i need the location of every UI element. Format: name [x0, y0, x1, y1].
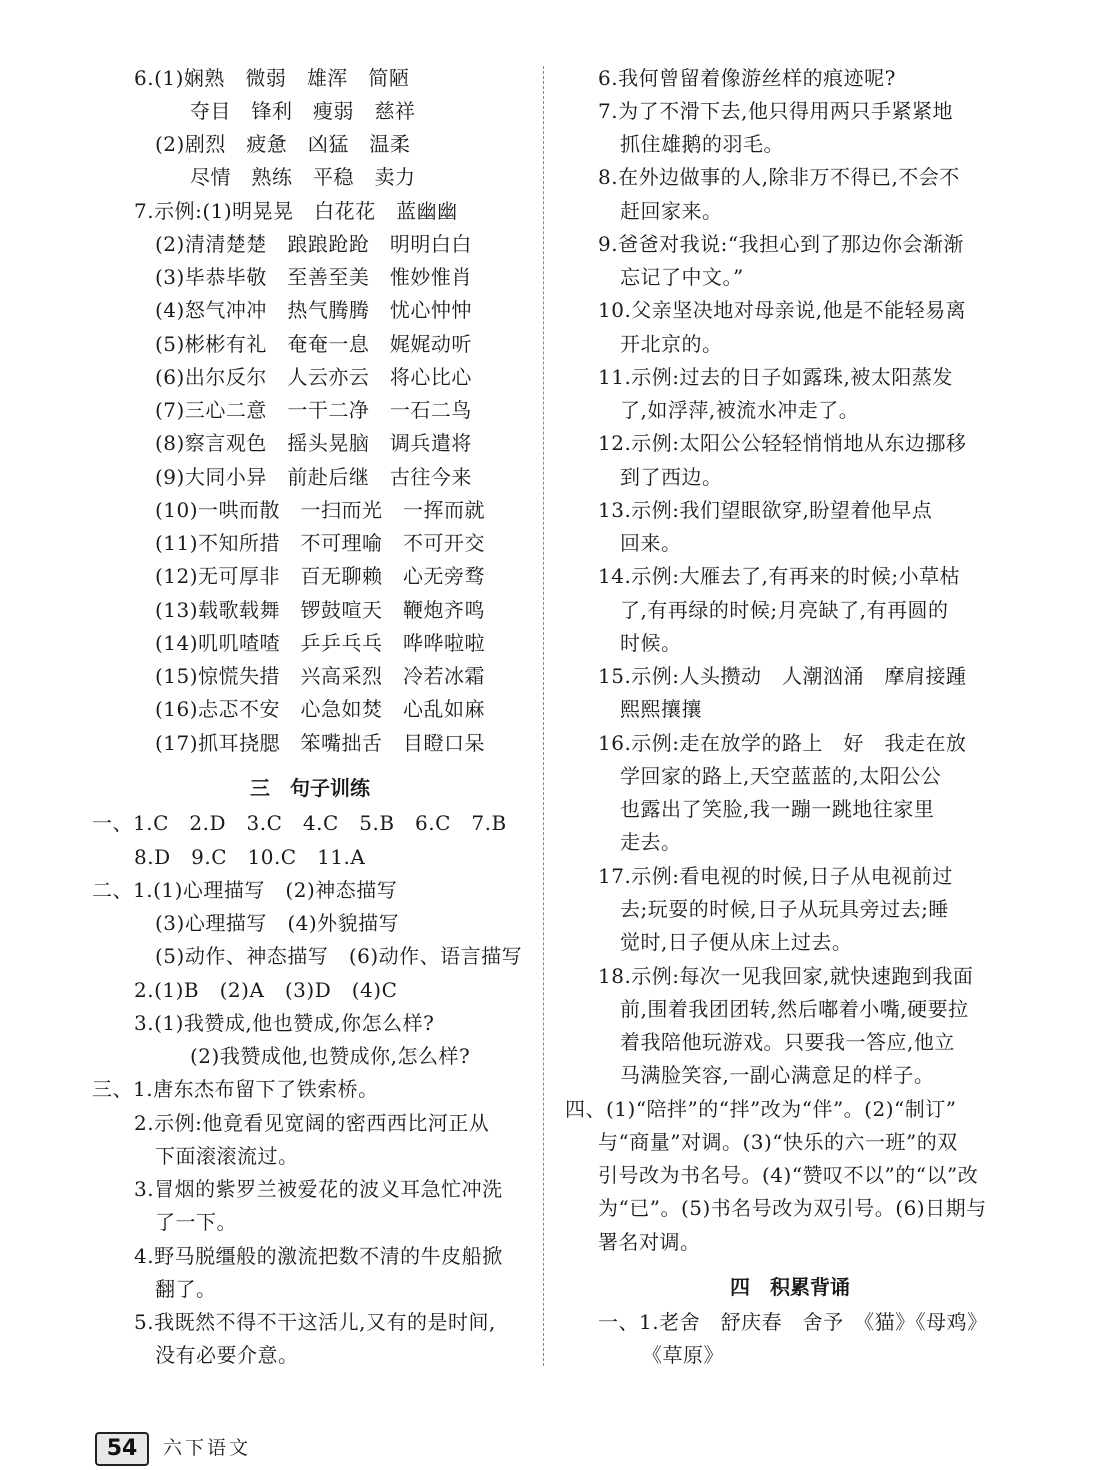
text-line: 3.冒烟的紫罗兰被爱花的波义耳急忙冲洗 — [134, 1177, 503, 1201]
text-line: 17.示例:看电视的时候,日子从电视前过 — [598, 864, 953, 888]
text-line: 一、1.C 2.D 3.C 4.C 5.B 6.C 7.B — [92, 811, 507, 835]
text-line: 了一下。 — [155, 1210, 237, 1234]
text-line: 为“已”。(5)书名号改为双引号。(6)日期与 — [598, 1196, 987, 1220]
text-line: 8.D 9.C 10.C 11.A — [134, 845, 366, 869]
section-heading: 三 句子训练 — [250, 776, 370, 800]
text-line: (2)剧烈 疲惫 凶猛 温柔 — [155, 132, 411, 156]
text-line: (6)出尔反尔 人云亦云 将心比心 — [155, 365, 472, 389]
column-divider — [543, 66, 544, 1366]
text-line: 3.(1)我赞成,他也赞成,你怎么样? — [134, 1011, 435, 1035]
text-line: 夺目 锋利 瘦弱 慈祥 — [190, 99, 416, 123]
text-line: (5)动作、神态描写 (6)动作、语言描写 — [155, 944, 523, 968]
text-line: (8)察言观色 摇头晃脑 调兵遣将 — [155, 431, 472, 455]
text-line: 回来。 — [620, 531, 682, 555]
text-line: 到了西边。 — [620, 465, 723, 489]
text-line: (5)彬彬有礼 奄奄一息 娓娓动听 — [155, 332, 472, 356]
text-line: 忘记了中文。” — [620, 265, 744, 289]
text-line: 了,有再绿的时候;月亮缺了,有再圆的 — [620, 598, 949, 622]
text-line: 马满脸笑容,一副心满意足的样子。 — [620, 1063, 935, 1087]
text-line: 14.示例:大雁去了,有再来的时候;小草枯 — [598, 564, 961, 588]
text-line: 一、1.老舍 舒庆春 舍予 《猫》《母鸡》 — [598, 1310, 988, 1334]
text-line: (4)怒气冲冲 热气腾腾 忧心忡忡 — [155, 298, 472, 322]
text-line: 四、(1)“陪拌”的“拌”改为“伴”。(2)“制订” — [565, 1097, 957, 1121]
text-line: (10)一哄而散 一扫而光 一挥而就 — [155, 498, 486, 522]
section-heading: 四 积累背诵 — [730, 1275, 850, 1299]
text-line: 16.示例:走在放学的路上 好 我走在放 — [598, 731, 967, 755]
text-line: 11.示例:过去的日子如露珠,被太阳蒸发 — [598, 365, 953, 389]
text-line: (15)惊慌失措 兴高采烈 冷若冰霜 — [155, 664, 486, 688]
text-line: (2)我赞成他,也赞成你,怎么样? — [190, 1044, 471, 1068]
text-line: (16)忐忑不安 心急如焚 心乱如麻 — [155, 697, 486, 721]
text-line: (3)心理描写 (4)外貌描写 — [155, 911, 400, 935]
text-line: (9)大同小异 前赴后继 古往今来 — [155, 465, 472, 489]
text-line: (12)无可厚非 百无聊赖 心无旁骛 — [155, 564, 486, 588]
text-line: 尽情 熟练 平稳 卖力 — [190, 165, 416, 189]
text-line: 引号改为书名号。(4)“赞叹不以”的“以”改 — [598, 1163, 979, 1187]
text-line: 二、1.(1)心理描写 (2)神态描写 — [92, 878, 398, 902]
text-line: (7)三心二意 一干二净 一石二鸟 — [155, 398, 472, 422]
text-line: 5.我既然不得不干这活儿,又有的是时间, — [134, 1310, 496, 1334]
text-line: (17)抓耳挠腮 笨嘴拙舌 目瞪口呆 — [155, 731, 486, 755]
text-line: 15.示例:人头攒动 人潮汹涌 摩肩接踵 — [598, 664, 967, 688]
text-line: 时候。 — [620, 631, 682, 655]
text-line: 《草原》 — [642, 1343, 724, 1367]
text-line: 三、1.唐东杰布留下了铁索桥。 — [92, 1077, 379, 1101]
text-line: 走去。 — [620, 830, 682, 854]
page-number-badge: 54 — [95, 1432, 149, 1466]
text-line: 了,如浮萍,被流水冲走了。 — [620, 398, 860, 422]
text-line: 学回家的路上,天空蓝蓝的,太阳公公 — [620, 764, 942, 788]
text-line: (11)不知所措 不可理喻 不可开交 — [155, 531, 486, 555]
text-line: 赶回家来。 — [620, 199, 723, 223]
text-line: 10.父亲坚决地对母亲说,他是不能轻易离 — [598, 298, 967, 322]
text-line: 6.我何曾留着像游丝样的痕迹呢? — [598, 66, 896, 90]
text-line: (2)清清楚楚 踉踉跄跄 明明白白 — [155, 232, 472, 256]
text-line: (3)毕恭毕敬 至善至美 惟妙惟肖 — [155, 265, 472, 289]
text-line: 2.(1)B (2)A (3)D (4)C — [134, 978, 398, 1002]
text-line: 也露出了笑脸,我一蹦一跳地往家里 — [620, 797, 935, 821]
text-line: 熙熙攘攘 — [620, 697, 702, 721]
text-line: 抓住雄鹅的羽毛。 — [620, 132, 784, 156]
text-line: 与“商量”对调。(3)“快乐的六一班”的双 — [598, 1130, 958, 1154]
text-line: 翻了。 — [155, 1277, 217, 1301]
text-line: 18.示例:每次一见我回家,就快速跑到我面 — [598, 964, 974, 988]
text-line: 4.野马脱缰般的激流把数不清的牛皮船掀 — [134, 1244, 503, 1268]
text-line: 13.示例:我们望眼欲穿,盼望着他早点 — [598, 498, 933, 522]
text-line: 7.为了不滑下去,他只得用两只手紧紧地 — [598, 99, 953, 123]
text-line: 2.示例:他竟看见宽阔的密西西比河正从 — [134, 1111, 490, 1135]
text-line: 12.示例:太阳公公轻轻悄悄地从东边挪移 — [598, 431, 967, 455]
text-line: 6.(1)娴熟 微弱 雄浑 简陋 — [134, 66, 410, 90]
text-line: 去;玩耍的时候,日子从玩具旁过去;睡 — [620, 897, 949, 921]
text-line: 署名对调。 — [598, 1230, 701, 1254]
text-line: 觉时,日子便从床上过去。 — [620, 930, 853, 954]
text-line: 前,围着我团团转,然后嘟着小嘴,硬要拉 — [620, 997, 969, 1021]
text-line: 着我陪他玩游戏。只要我一答应,他立 — [620, 1030, 955, 1054]
text-line: (13)载歌载舞 锣鼓喧天 鞭炮齐鸣 — [155, 598, 486, 622]
text-line: 没有必要介意。 — [155, 1343, 299, 1367]
text-line: 9.爸爸对我说:“我担心到了那边你会渐渐 — [598, 232, 965, 256]
text-line: (14)叽叽喳喳 乒乒乓乓 哗哗啦啦 — [155, 631, 486, 655]
text-line: 8.在外边做事的人,除非万不得已,不会不 — [598, 165, 960, 189]
text-line: 7.示例:(1)明晃晃 白花花 蓝幽幽 — [134, 199, 458, 223]
text-line: 开北京的。 — [620, 332, 723, 356]
book-label: 六下语文 — [163, 1437, 252, 1459]
text-line: 下面滚滚流过。 — [155, 1144, 299, 1168]
